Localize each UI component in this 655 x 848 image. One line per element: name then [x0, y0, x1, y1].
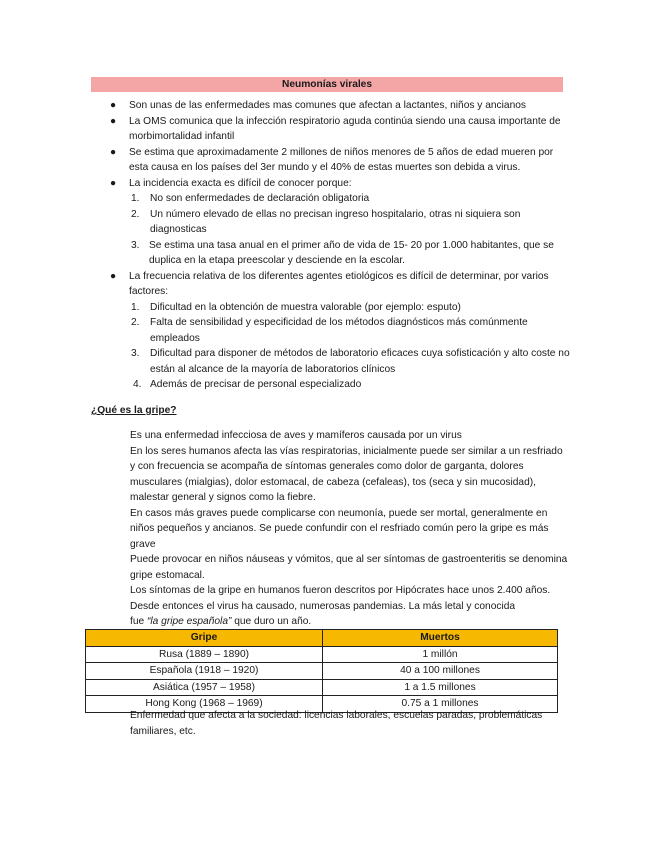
- column-header-gripe: Gripe: [86, 630, 323, 647]
- item-text: Además de precisar de personal especializado: [150, 379, 362, 390]
- numbered-item: [0, 207, 655, 238]
- paragraph: Los síntomas de la gripe en humanos fueron descritos por Hipócrates hace unos 2.400 años. Desde entonces el virus ha causado, numerosas pandemias. La más letal y conocida: [130, 585, 551, 612]
- paragraph: En casos más graves puede complicarse con neumonía, puede ser mortal, generalmente en niños pequeños y ancianos. Se puede confundir con el resfriado común pero la gripe es más grave: [130, 507, 549, 550]
- numbered-item: [0, 191, 655, 207]
- page-title: Neumonías virales: [91, 77, 563, 92]
- text-fragment: fue: [130, 616, 147, 627]
- pandemics-table: [85, 629, 558, 713]
- table-cell: 1 millón: [323, 646, 558, 663]
- item-text: Dificultad en la obtención de muestra valorable (por ejemplo: esputo): [150, 301, 461, 313]
- table-cell: Rusa (1889 – 1890): [86, 646, 323, 663]
- section-heading: ¿Qué es la gripe?: [91, 405, 177, 416]
- numbered-item: [0, 346, 655, 377]
- bullet-icon: ●: [110, 177, 117, 189]
- table-cell: Asiática (1957 – 1958): [86, 679, 323, 696]
- intro-section: [0, 98, 655, 393]
- item-text: Se estima una tasa anual en el primer año de vida de 15- 20 por 1.000 habitantes, que se duplica en la etapa preescolar y desciende en la escolar.: [149, 239, 554, 266]
- paragraph: Es una enfermedad infecciosa de aves y mamíferos causada por un virus: [130, 430, 462, 441]
- bullet-icon: ●: [110, 115, 117, 127]
- item-number: 3.: [131, 348, 140, 359]
- numbered-item: [0, 315, 655, 346]
- bullet-text: La OMS comunica que la infección respiratorio aguda continúa siendo una causa importante de morbimortalidad infantil: [129, 115, 561, 142]
- table-cell: 40 a 100 millones: [323, 663, 558, 680]
- table-header-row: [86, 630, 558, 647]
- emphasis-text: “la gripe española”: [147, 616, 232, 627]
- bullet-icon: ●: [110, 270, 117, 282]
- table-cell: Española (1918 – 1920): [86, 663, 323, 680]
- item-number: 1.: [131, 193, 140, 204]
- paragraph: En los seres humanos afecta las vías respiratorias, inicialmente puede ser similar a un resfriado y con frecuencia se acompaña de síntomas generales como dolor de garganta, dolores musculares (mialgias), dolor estomacal, de cabeza (cefaleas), tos (seca y sin mucosidad), malestar general y signos como la fiebre.: [130, 445, 563, 503]
- table-cell: 0.75 a 1 millones: [323, 696, 558, 713]
- bullet-item: [0, 114, 655, 145]
- bullet-text: Se estima que aproximadamente 2 millones de niños menores de 5 años de edad mueren por esta causa en los países del 3er mundo y el 40% de estas muertes son debida a virus.: [129, 146, 554, 173]
- item-text: Dificultad para disponer de métodos de laboratorio eficaces cuya sofisticación y alto coste no están al alcance de la mayoría de laboratorios clínicos: [150, 348, 570, 375]
- paragraph: [130, 614, 570, 630]
- item-number: 2.: [131, 208, 140, 220]
- item-number: 3.: [131, 239, 140, 251]
- table-cell: 1 a 1.5 millones: [323, 679, 558, 696]
- item-number: 1.: [131, 301, 140, 313]
- numbered-item: [0, 377, 655, 393]
- gripe-description: [130, 428, 570, 630]
- bullet-item: [0, 269, 655, 300]
- column-header-muertos: Muertos: [323, 630, 558, 647]
- bullet-item: [0, 176, 655, 192]
- numbered-item: [0, 238, 655, 269]
- bullet-icon: ●: [110, 100, 117, 111]
- bullet-text: La frecuencia relativa de los diferentes agentes etiológicos es difícil de determinar, por varios factores:: [129, 270, 549, 297]
- item-text: Falta de sensibilidad y especificidad de los métodos diagnósticos más comúnmente empleados: [150, 317, 528, 344]
- bullet-text: La incidencia exacta es difícil de conocer porque:: [129, 177, 352, 189]
- item-text: Un número elevado de ellas no precisan ingreso hospitalario, otras ni siquiera son diagnosticas: [150, 208, 521, 235]
- item-number: 2.: [131, 317, 140, 328]
- table-row: [86, 679, 558, 696]
- text-fragment: que duro un año.: [231, 616, 312, 627]
- paragraph: Puede provocar en niños náuseas y vómitos, que al ser síntomas de gastroenteritis se denomina gripe estomacal.: [130, 554, 568, 581]
- bullet-item: [0, 98, 655, 114]
- table-row: [86, 646, 558, 663]
- bullet-text: Son unas de las enfermedades mas comunes que afectan a lactantes, niños y ancianos: [129, 100, 526, 111]
- closing-paragraph: Enfermedad que afecta a la sociedad: licencias laborales, escuelas paradas, problemáticas familiares, etc.: [130, 710, 543, 737]
- bullet-icon: ●: [110, 146, 117, 158]
- numbered-item: [0, 300, 655, 316]
- item-text: No son enfermedades de declaración obligatoria: [150, 193, 370, 204]
- table-cell: Hong Kong (1968 – 1969): [86, 696, 323, 713]
- item-number: 4.: [133, 379, 142, 390]
- table-row: [86, 663, 558, 680]
- bullet-item: [0, 145, 655, 176]
